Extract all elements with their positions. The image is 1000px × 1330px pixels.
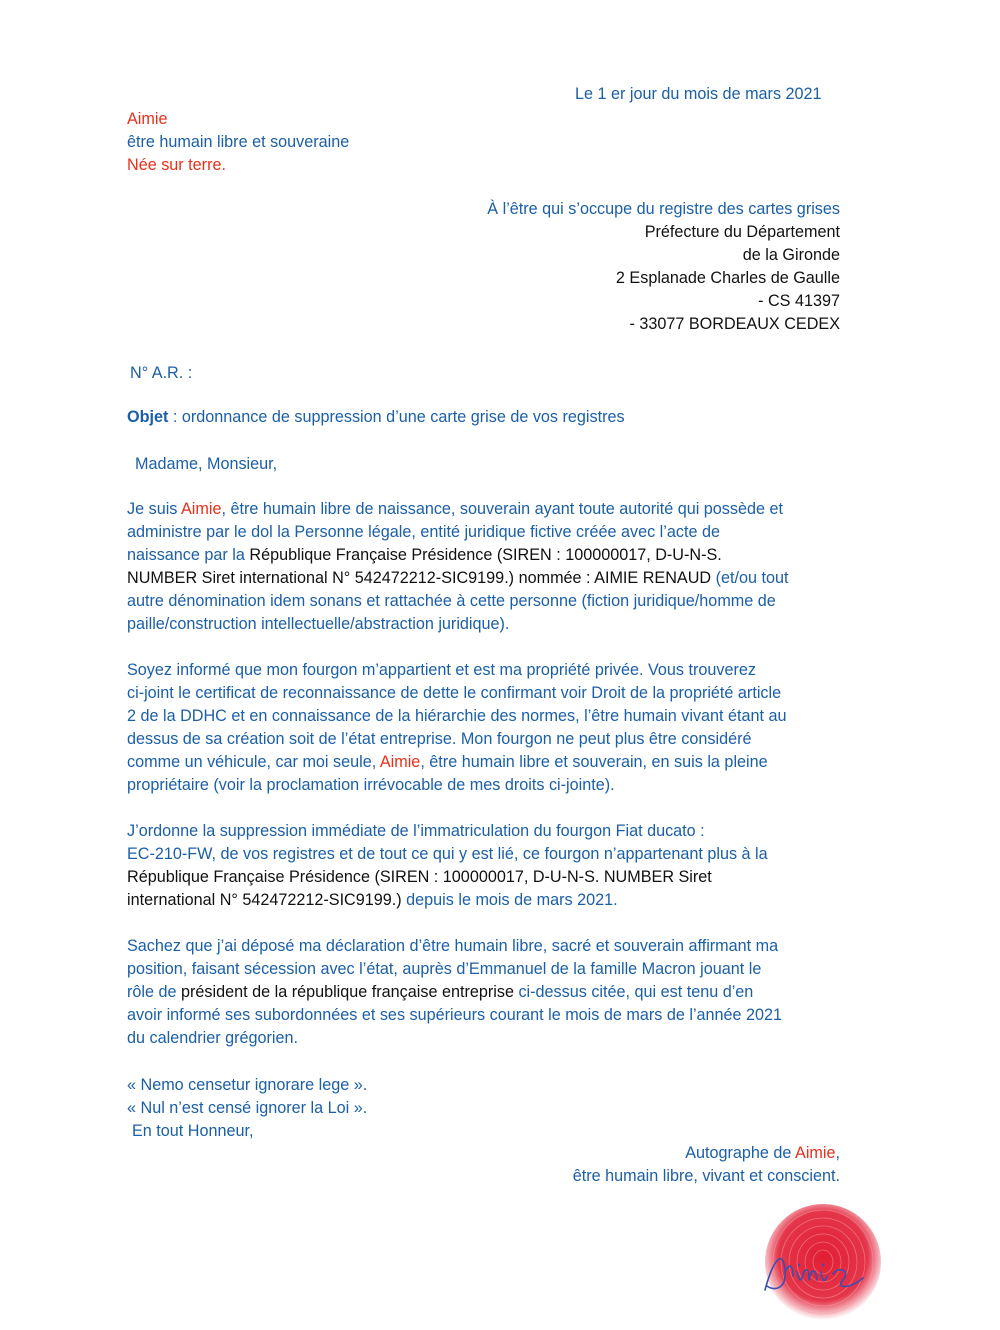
p3-line-4 <box>127 891 618 910</box>
closing-line-3: En tout Honneur, <box>132 1122 254 1140</box>
fingerprint-signature-icon <box>755 1200 905 1330</box>
p2-line-6: propriétaire (voir la proclamation irrévocable de mes droits ci-jointe). <box>127 776 615 794</box>
recipient-line-4: 2 Esplanade Charles de Gaulle <box>615 269 840 287</box>
sender-origin: Née sur terre. <box>127 156 226 174</box>
signature-text: , <box>835 1144 840 1162</box>
recipient-line-3: de la Gironde <box>742 246 840 264</box>
p1-name: Aimie <box>180 500 222 518</box>
p1-line-2: administre par le dol la Personne légale, entité juridique fictive créée avec l’acte de <box>127 523 720 541</box>
p2-text: comme un véhicule, car moi seule, <box>127 753 380 771</box>
signature-name: Aimie <box>795 1144 836 1162</box>
recipient-line-5: - CS 41397 <box>758 292 840 310</box>
p3-line-3: République Française Présidence (SIREN : 100000017, D-U-N-S. NUMBER Siret <box>127 868 712 886</box>
p2-line-2: ci-joint le certificat de reconnaissance de dette le confirmant voir Droit de la propriété article <box>127 684 782 702</box>
p4-line-5: du calendrier grégorien. <box>127 1029 298 1047</box>
p4-text: ci-dessus citée, qui est tenu d’en <box>513 983 754 1001</box>
p2-text: , être humain libre et souverain, en suis la pleine <box>420 753 768 771</box>
ar-number: N° A.R. : <box>130 364 193 382</box>
sender-name: Aimie <box>127 110 168 128</box>
letter-date: Le 1 er jour du mois de mars 2021 <box>575 85 822 103</box>
recipient-line-1: À l’être qui s’occupe du registre des cartes grises <box>487 200 840 218</box>
p1-line-4 <box>127 569 788 588</box>
p1-line-3 <box>127 546 722 565</box>
object-text: : ordonnance de suppression d’une carte grise de vos registres <box>168 408 625 426</box>
p1-text: Je suis <box>127 500 181 518</box>
recipient-line-2: Préfecture du Département <box>644 223 840 241</box>
p1-text: (et/ou tout <box>711 569 789 587</box>
p2-line-5 <box>127 753 768 772</box>
salutation: Madame, Monsieur, <box>135 455 278 473</box>
p1-line-6: paille/construction intellectuelle/abstraction juridique). <box>127 615 510 633</box>
p2-line-1: Soyez informé que mon fourgon m’appartient et est ma propriété privée. Vous trouverez <box>127 661 756 679</box>
object-line <box>127 408 625 427</box>
p2-line-3: 2 de la DDHC et en connaissance de la hiérarchie des normes, l’être humain vivant étant au <box>127 707 787 725</box>
p4-text: rôle de <box>127 983 181 1001</box>
p1-text: naissance par la <box>127 546 250 564</box>
p1-text: , être humain libre de naissance, souverain ayant toute autorité qui possède et <box>221 500 783 518</box>
p1-line-1 <box>127 500 783 519</box>
p4-line-2: position, faisant sécession avec l’état, auprès d’Emmanuel de la famille Macron jouant le <box>127 960 762 978</box>
signature-line-1 <box>685 1144 840 1163</box>
object-label: Objet <box>127 408 169 426</box>
p1-entity: NUMBER Siret international N° 542472212-SIC9199.) nommée : AIMIE RENAUD <box>127 569 712 587</box>
signature-line-2: être humain libre, vivant et conscient. <box>572 1167 840 1185</box>
p1-entity: République Française Présidence (SIREN : 100000017, D-U-N-S. <box>249 546 722 564</box>
closing-line-2: « Nul n’est censé ignorer la Loi ». <box>127 1099 368 1117</box>
p3-line-2: EC-210-FW, de vos registres et de tout ce qui y est lié, ce fourgon n’appartenant plus à la <box>127 845 768 863</box>
sender-description: être humain libre et souveraine <box>127 133 350 151</box>
p2-line-4: dessus de sa création soit de l’état entreprise. Mon fourgon ne peut plus être considéré <box>127 730 752 748</box>
closing-line-1: « Nemo censetur ignorare lege ». <box>127 1076 368 1094</box>
p3-text: depuis le mois de mars 2021. <box>401 891 618 909</box>
p2-name: Aimie <box>379 753 421 771</box>
p4-line-3 <box>127 983 753 1002</box>
p4-entity: président de la république française entreprise <box>181 983 514 1001</box>
p3-entity: international N° 542472212-SIC9199.) <box>127 891 402 909</box>
signature-text: Autographe de <box>685 1144 796 1162</box>
p4-line-1: Sachez que j’ai déposé ma déclaration d’être humain libre, sacré et souverain affirmant ma <box>127 937 779 955</box>
p4-line-4: avoir informé ses subordonnées et ses supérieurs courant le mois de mars de l’année 2021 <box>127 1006 783 1024</box>
recipient-line-6: - 33077 BORDEAUX CEDEX <box>629 315 840 333</box>
p3-line-1: J’ordonne la suppression immédiate de l’immatriculation du fourgon Fiat ducato : <box>127 822 705 840</box>
p1-line-5: autre dénomination idem sonans et rattachée à cette personne (fiction juridique/homme de <box>127 592 776 610</box>
